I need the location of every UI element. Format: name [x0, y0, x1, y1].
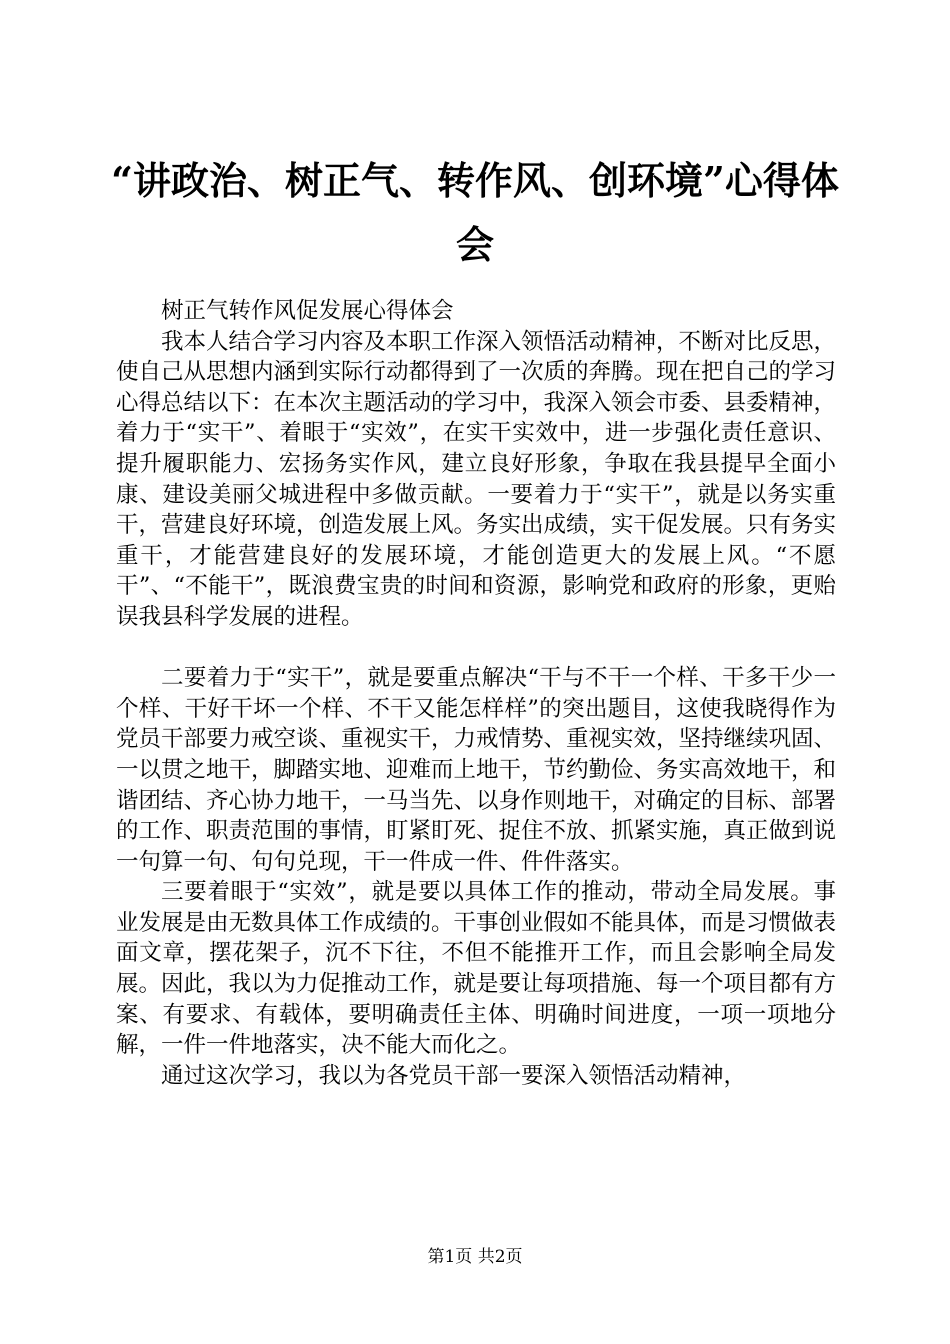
paragraph: 二要着力于“实干”，就是要重点解决“干与不干一个样、干多干少一个样、干好干坏一个样、不干又能怎样样”的突出题目，这使我晓得作为党员干部要力戒空谈、重视实干，力戒情势、重视实效，坚持继续巩固、一以贯之地干，脚踏实地、迎难而上地干，节约勤俭、务实高效地干，和谐团结、齐心协力地干，一马当先、以身作则地干，对确定的目标、部署的工作、职责范围的事情，盯紧盯死、捉住不放、抓紧实施，真正做到说一句算一句、句句兑现，干一件成一件、件件落实。	[116, 665, 837, 875]
page-number-footer: 第1页 共2页	[427, 1247, 523, 1267]
document-body	[116, 296, 836, 1091]
document-title-line-1: “讲政治、树正气、转作风、创环境”心得体	[111, 158, 839, 203]
paragraph: 三要着眼于“实效”，就是要以具体工作的推动，带动全局发展。事业发展是由无数具体工作成绩的。干事创业假如不能具体，而是习惯做表面文章，摆花架子，沉不下往，不但不能推开工作，而且会影响全局发展。因此，我以为力促推动工作，就是要让每项措施、每一个项目都有方案、有要求、有载体，要明确责任主体、明确时间进度，一项一项地分解，一件一件地落实，决不能大而化之。	[116, 879, 837, 1059]
paragraph: 通过这次学习，我以为各党员干部一要深入领悟活动精神，	[161, 1062, 747, 1089]
paragraph: 我本人结合学习内容及本职工作深入领悟活动精神，不断对比反思，使自己从思想内涵到实际行动都得到了一次质的奔腾。现在把自己的学习心得总结以下：在本次主题活动的学习中，我深入领会市委、县委精神，着力于“实干”、着眼于“实效”，在实干实效中，进一步强化责任意识、提升履职能力、宏扬务实作风，建立良好形象，争取在我县提早全面小康、建设美丽父城进程中多做贡献。一要着力于“实干”，就是以务实重干，营建良好环境，创造发展上风。务实出成绩，实干促发展。只有务实重干，才能营建良好的发展环境，才能创造更大的发展上风。“不愿干”、“不能干”，既浪费宝贵的时间和资源，影响党和政府的形象，更贻误我县科学发展的进程。	[116, 328, 837, 630]
document-subtitle: 树正气转作风促发展心得体会	[161, 298, 454, 324]
document-title-line-2: 会	[455, 222, 494, 267]
